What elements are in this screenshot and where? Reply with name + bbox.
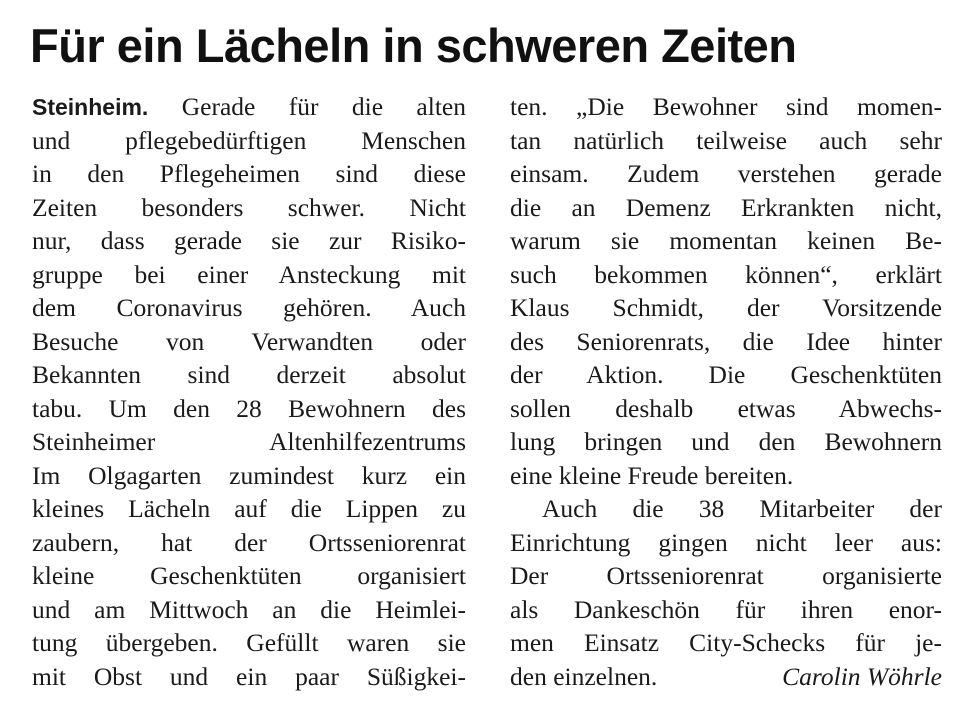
article-line: einsam. Zudem verstehen gerade	[510, 159, 942, 188]
article-column-right	[510, 90, 942, 693]
article-line: lung bringen und den Bewohnern	[510, 427, 942, 456]
article-line: des Seniorenrats, die Idee hinter	[510, 326, 942, 356]
article-line: kleines Lächeln auf die Lippen zu	[32, 494, 466, 523]
article-line: tabu. Um den 28 Bewohnern des	[32, 393, 466, 423]
article-line: Besuche von Verwandten oder	[32, 326, 466, 356]
article-line: kleine Geschenktüten organisiert	[32, 561, 466, 590]
article-line: Klaus Schmidt, der Vorsitzende	[510, 293, 942, 322]
article-line: mit Obst und ein paar Süßigkei-	[32, 661, 466, 691]
dateline: Steinheim.	[32, 94, 149, 120]
article-line: Auch die 38 Mitarbeiter der	[542, 494, 942, 523]
article-line: eine kleine Freude bereiten.	[510, 460, 794, 490]
article-line: Steinheimer Altenhilfezentrums	[32, 427, 466, 456]
article-line: Der Ortsseniorenrat organisierte	[510, 561, 942, 590]
article-line-text: Gerade für die alten	[181, 92, 466, 121]
article-line: Zeiten besonders schwer. Nicht	[32, 192, 466, 222]
article-headline: Für ein Lächeln in schweren Zeiten	[30, 19, 797, 72]
article-line: Einrichtung gingen nicht leer aus:	[510, 527, 942, 557]
article-line: tan natürlich teilweise auch sehr	[510, 125, 942, 155]
article-line: der Aktion. Die Geschenktüten	[510, 360, 942, 389]
article-line: die an Demenz Erkrankten nicht,	[510, 192, 942, 222]
article-line: in den Pflegeheimen sind diese	[32, 159, 466, 188]
article-line	[32, 90, 466, 124]
article-line: als Dankeschön für ihren enor-	[510, 594, 942, 624]
article-line: ten. „Die Bewohner sind momen-	[510, 92, 942, 121]
article-line: und am Mittwoch an die Heimlei-	[32, 594, 466, 624]
article-line: nur, dass gerade sie zur Risiko-	[32, 226, 466, 255]
article-line: tung übergeben. Gefüllt waren sie	[32, 628, 466, 657]
article-line: men Einsatz City-Schecks für je-	[510, 628, 942, 657]
article-line: zaubern, hat der Ortsseniorenrat	[32, 527, 466, 557]
article-line: dem Coronavirus gehören. Auch	[32, 293, 466, 322]
article-line: such bekommen können“, erklärt	[510, 259, 942, 289]
article-line: den einzelnen.	[510, 661, 658, 691]
article-column-left	[32, 90, 466, 693]
author-byline: Carolin Wöhrle	[782, 661, 942, 691]
article-line: und pflegebedürftigen Menschen	[32, 125, 466, 155]
closing-line	[510, 660, 942, 694]
article-line: Bekannten sind derzeit absolut	[32, 360, 466, 389]
article-line: gruppe bei einer Ansteckung mit	[32, 259, 466, 289]
article-line: warum sie momentan keinen Be-	[510, 226, 942, 255]
article-line: sollen deshalb etwas Abwechs-	[510, 393, 942, 423]
article-line: Im Olgagarten zumindest kurz ein	[32, 460, 466, 490]
